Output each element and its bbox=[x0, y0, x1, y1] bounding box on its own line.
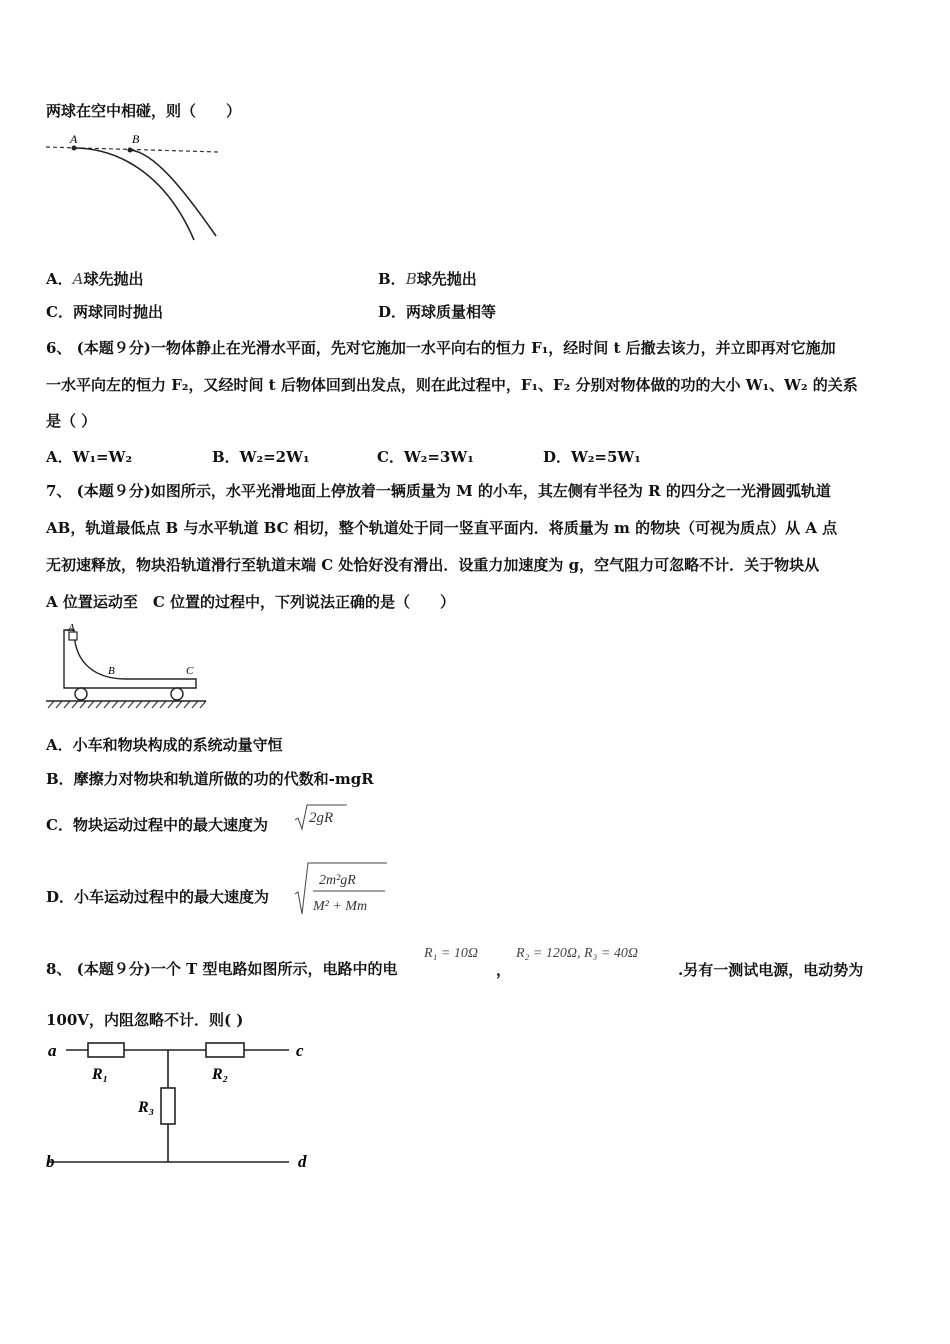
q8-resistor-r2 bbox=[206, 1043, 244, 1057]
q5-label-b: B bbox=[132, 132, 140, 146]
q7-cart-figure bbox=[44, 622, 214, 714]
q6-line1: 6、 (本题９分)一物体静止在光滑水平面，先对它施加一水平向右的恒力 F₁，经时间 t 后撤去该力，并立即再对它施加 bbox=[46, 339, 836, 357]
q6-line3: 是（ ） bbox=[46, 412, 97, 430]
q7-ground-hatching bbox=[48, 701, 206, 708]
q5-trajectory-figure bbox=[44, 130, 224, 245]
q7-label-a: A bbox=[68, 622, 75, 634]
q7-wheel-right bbox=[171, 688, 183, 700]
q7-option-d[interactable]: D．小车运动过程中的最大速度为 bbox=[46, 888, 270, 906]
q8-line1-end: .另有一测试电源，电动势为 bbox=[678, 961, 864, 979]
q7-cart-body bbox=[64, 630, 196, 688]
q8-label-r1: R₁ bbox=[92, 1066, 109, 1083]
q5-option-a[interactable]: A．A球先抛出 bbox=[46, 270, 144, 288]
q7-label-c: C bbox=[186, 665, 194, 677]
q8-separator: ， bbox=[496, 961, 512, 979]
q8-terminal-b: b bbox=[46, 1152, 55, 1171]
q5-stem: 两球在空中相碰，则（ ） bbox=[46, 102, 242, 120]
q7-option-a[interactable]: A．小车和物块构成的系统动量守恒 bbox=[46, 736, 283, 754]
q7-label-b: B bbox=[108, 665, 115, 677]
q7-option-d-sqrt-fraction bbox=[293, 860, 391, 918]
q8-terminal-c: c bbox=[296, 1041, 304, 1060]
q5-label-a: A bbox=[70, 132, 78, 146]
q8-label-r2: R₂ bbox=[212, 1066, 229, 1083]
q7-option-d-numerator: 2m²gR bbox=[319, 873, 356, 888]
q7-option-c[interactable]: C．物块运动过程中的最大速度为 bbox=[46, 816, 268, 834]
q5-point-b bbox=[128, 148, 133, 153]
q8-line2: 100V，内阻忽略不计．则( ) bbox=[46, 1011, 244, 1029]
q7-line3: 无初速释放，物块沿轨道滑行至轨道末端 C 处恰好没有滑出．设重力加速度为 g，空气阻力可忽略不计．关于物块从 bbox=[46, 556, 820, 574]
q5-point-a bbox=[72, 146, 77, 151]
q7-option-d-denominator: M² + Mm bbox=[313, 899, 368, 914]
q7-line4: A 位置运动至 C 位置的过程中，下列说法正确的是（ ） bbox=[46, 593, 456, 611]
q5-option-d[interactable]: D．两球质量相等 bbox=[378, 303, 497, 321]
q8-line1: 8、 (本题９分)一个 T 型电路如图所示，电路中的电 bbox=[46, 960, 398, 978]
q8-r1-value: R₁ = 10Ω bbox=[424, 946, 478, 961]
q7-wheel-left bbox=[75, 688, 87, 700]
q7-option-c-sqrt bbox=[293, 802, 349, 832]
q6-option-d[interactable]: D．W₂=5W₁ bbox=[543, 448, 641, 466]
q8-resistor-r3 bbox=[161, 1088, 175, 1124]
q8-r2-r3-values: R₂ = 120Ω, R₃ = 40Ω bbox=[516, 946, 638, 961]
q8-label-r3: R₃ bbox=[138, 1099, 155, 1116]
q5-option-b[interactable]: B．B球先抛出 bbox=[378, 270, 477, 288]
q6-option-c[interactable]: C．W₂=3W₁ bbox=[377, 448, 474, 466]
q5-option-c[interactable]: C．两球同时抛出 bbox=[46, 303, 163, 321]
q7-option-b[interactable]: B．摩擦力对物块和轨道所做的功的代数和-mgR bbox=[46, 770, 374, 788]
q8-resistor-r1 bbox=[88, 1043, 124, 1057]
q5-trajectory-a bbox=[74, 148, 194, 240]
q5-trajectory-b bbox=[130, 150, 216, 236]
q6-line2: 一水平向左的恒力 F₂，又经时间 t 后物体回到出发点，则在此过程中，F₁、F₂ 分别对物体做的功的大小 W₁、W₂ 的关系 bbox=[46, 376, 858, 394]
q7-line1: 7、 (本题９分)如图所示，水平光滑地面上停放着一辆质量为 M 的小车，其左侧有半径为 R 的四分之一光滑圆弧轨道 bbox=[46, 482, 831, 500]
q8-terminal-a: a bbox=[48, 1041, 57, 1060]
q7-option-c-expr: 2gR bbox=[309, 810, 334, 826]
q6-option-b[interactable]: B．W₂=2W₁ bbox=[212, 448, 310, 466]
q8-circuit-figure bbox=[44, 1036, 324, 1171]
q8-terminal-d: d bbox=[298, 1152, 307, 1171]
q6-option-a[interactable]: A．W₁=W₂ bbox=[46, 448, 133, 466]
q7-line2: AB，轨道最低点 B 与水平轨道 BC 相切，整个轨道处于同一竖直平面内．将质量为 m 的物块（可视为质点）从 A 点 bbox=[46, 519, 838, 537]
